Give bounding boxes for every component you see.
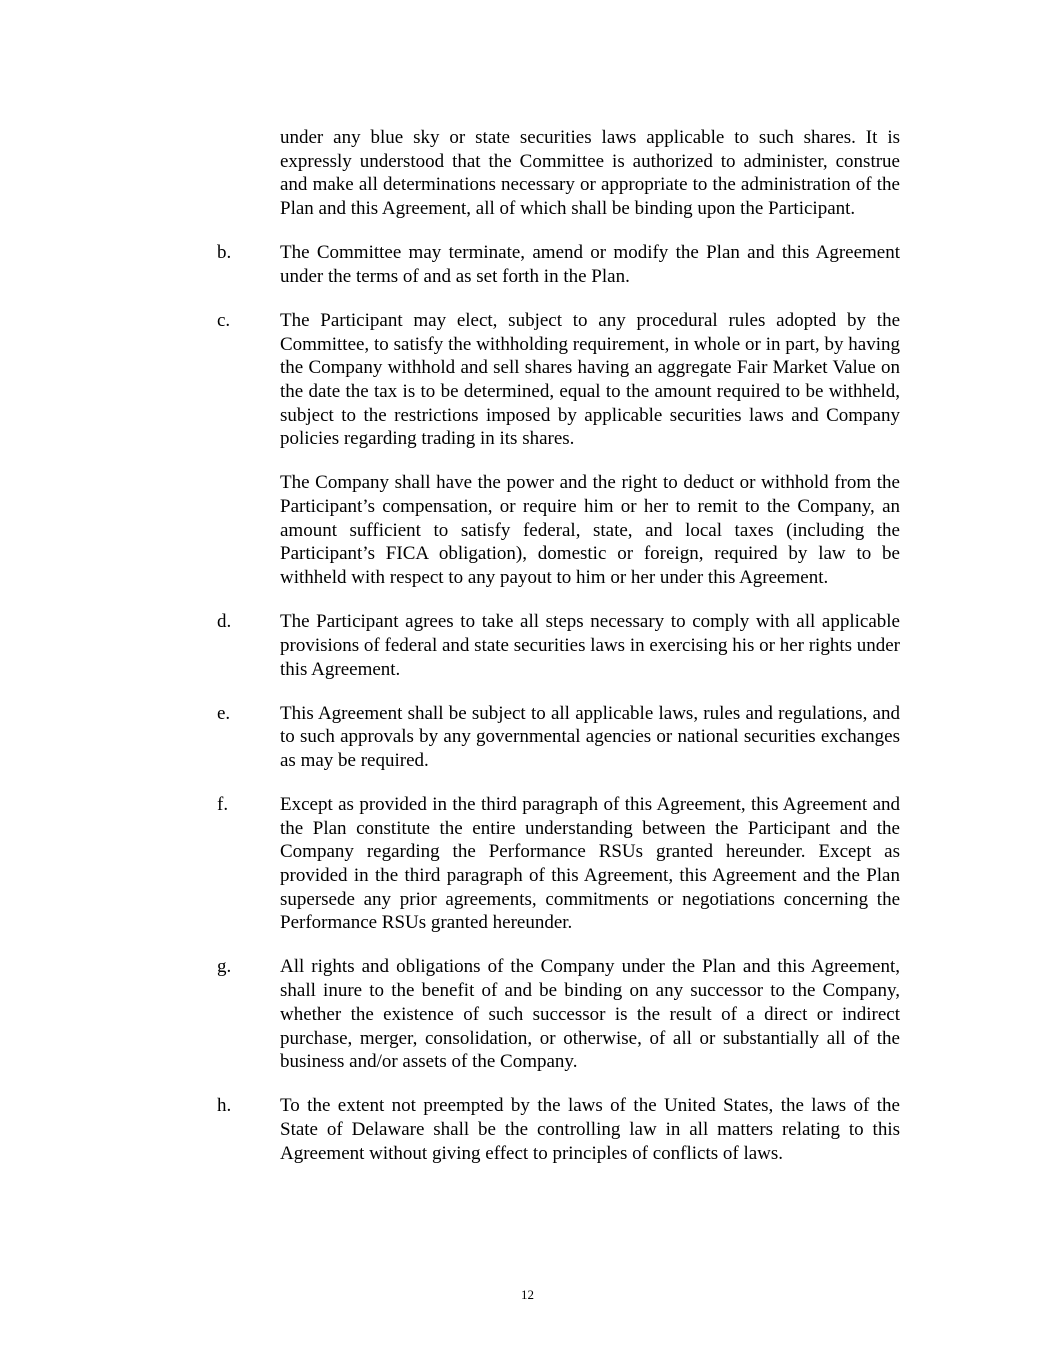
continuation-paragraph: under any blue sky or state securities laws applicable to such shares. It is expressly understood that the Committee is authorized to administer, construe and make all determinations necessary or appropriate to the administration of the Plan and this Agreement, all of which shall be binding upon the Participant. <box>280 127 900 220</box>
list-item-b <box>217 241 900 288</box>
list-item-b-text: The Committee may terminate, amend or modify the Plan and this Agreement under the terms of and as set forth in the Plan. <box>280 242 900 287</box>
list-item-e <box>217 702 900 773</box>
list-marker-f: f. <box>217 793 229 815</box>
list-item-e-text: This Agreement shall be subject to all applicable laws, rules and regulations, and to such approvals by any governmental agencies or national securities exchanges as may be required. <box>280 702 900 771</box>
list-marker-g: g. <box>217 956 232 978</box>
list-marker-c: c. <box>217 309 231 331</box>
list-item-h <box>217 1094 900 1165</box>
list-item-c <box>217 309 900 590</box>
list-marker-h: h. <box>217 1095 232 1117</box>
list-marker-b: b. <box>217 242 232 264</box>
page-number: 12 <box>521 1287 534 1302</box>
list-item-g <box>217 955 900 1074</box>
list-item-c-text: The Participant may elect, subject to any procedural rules adopted by the Committee, to satisfy the withholding requirement, in whole or in part, by having the Company withhold and sell shares having an aggregate Fair Market Value on the date the tax is to be determined, equal to the amount required to be withheld, subject to the restrictions imposed by applicable securities laws and Company policies regarding trading in its shares. <box>280 309 900 450</box>
list-item-c-second-paragraph: The Company shall have the power and the right to deduct or withhold from the Participant’s compensation, or require him or her to remit to the Company, an amount sufficient to satisfy federal, state, and local taxes (including the Participant’s FICA obligation), domestic or foreign, required by law to be withheld with respect to any payout to him or her under this Agreement. <box>280 472 900 589</box>
list-item-d <box>217 610 900 681</box>
list-item-f-text: Except as provided in the third paragraph of this Agreement, this Agreement and the Plan constitute the entire understanding between the Participant and the Company regarding the Performance RSUs granted hereunder. Except as provided in the third paragraph of this Agreement, this Agreement and the Plan supersede any prior agreements, commitments or negotiations concerning the Performance RSUs granted hereunder. <box>280 793 900 934</box>
list-item-d-text: The Participant agrees to take all steps necessary to comply with all applicable provisions of federal and state securities laws in exercising his or her rights under this Agreement. <box>280 611 900 680</box>
list-marker-e: e. <box>217 702 231 724</box>
list-item-g-text: All rights and obligations of the Company under the Plan and this Agreement, shall inure to the benefit of and be binding on any successor to the Company, whether the existence of such successor is the result of a direct or indirect purchase, merger, consolidation, or otherwise, of all or substantially all of the business and/or assets of the Company. <box>280 956 900 1073</box>
list-marker-d: d. <box>217 611 232 633</box>
list-item-h-text: To the extent not preempted by the laws of the United States, the laws of the State of Delaware shall be the controlling law in all matters relating to this Agreement without giving effect to principles of conflicts of laws. <box>280 1095 900 1164</box>
list-item-f <box>217 793 900 935</box>
document-body <box>217 126 900 1165</box>
